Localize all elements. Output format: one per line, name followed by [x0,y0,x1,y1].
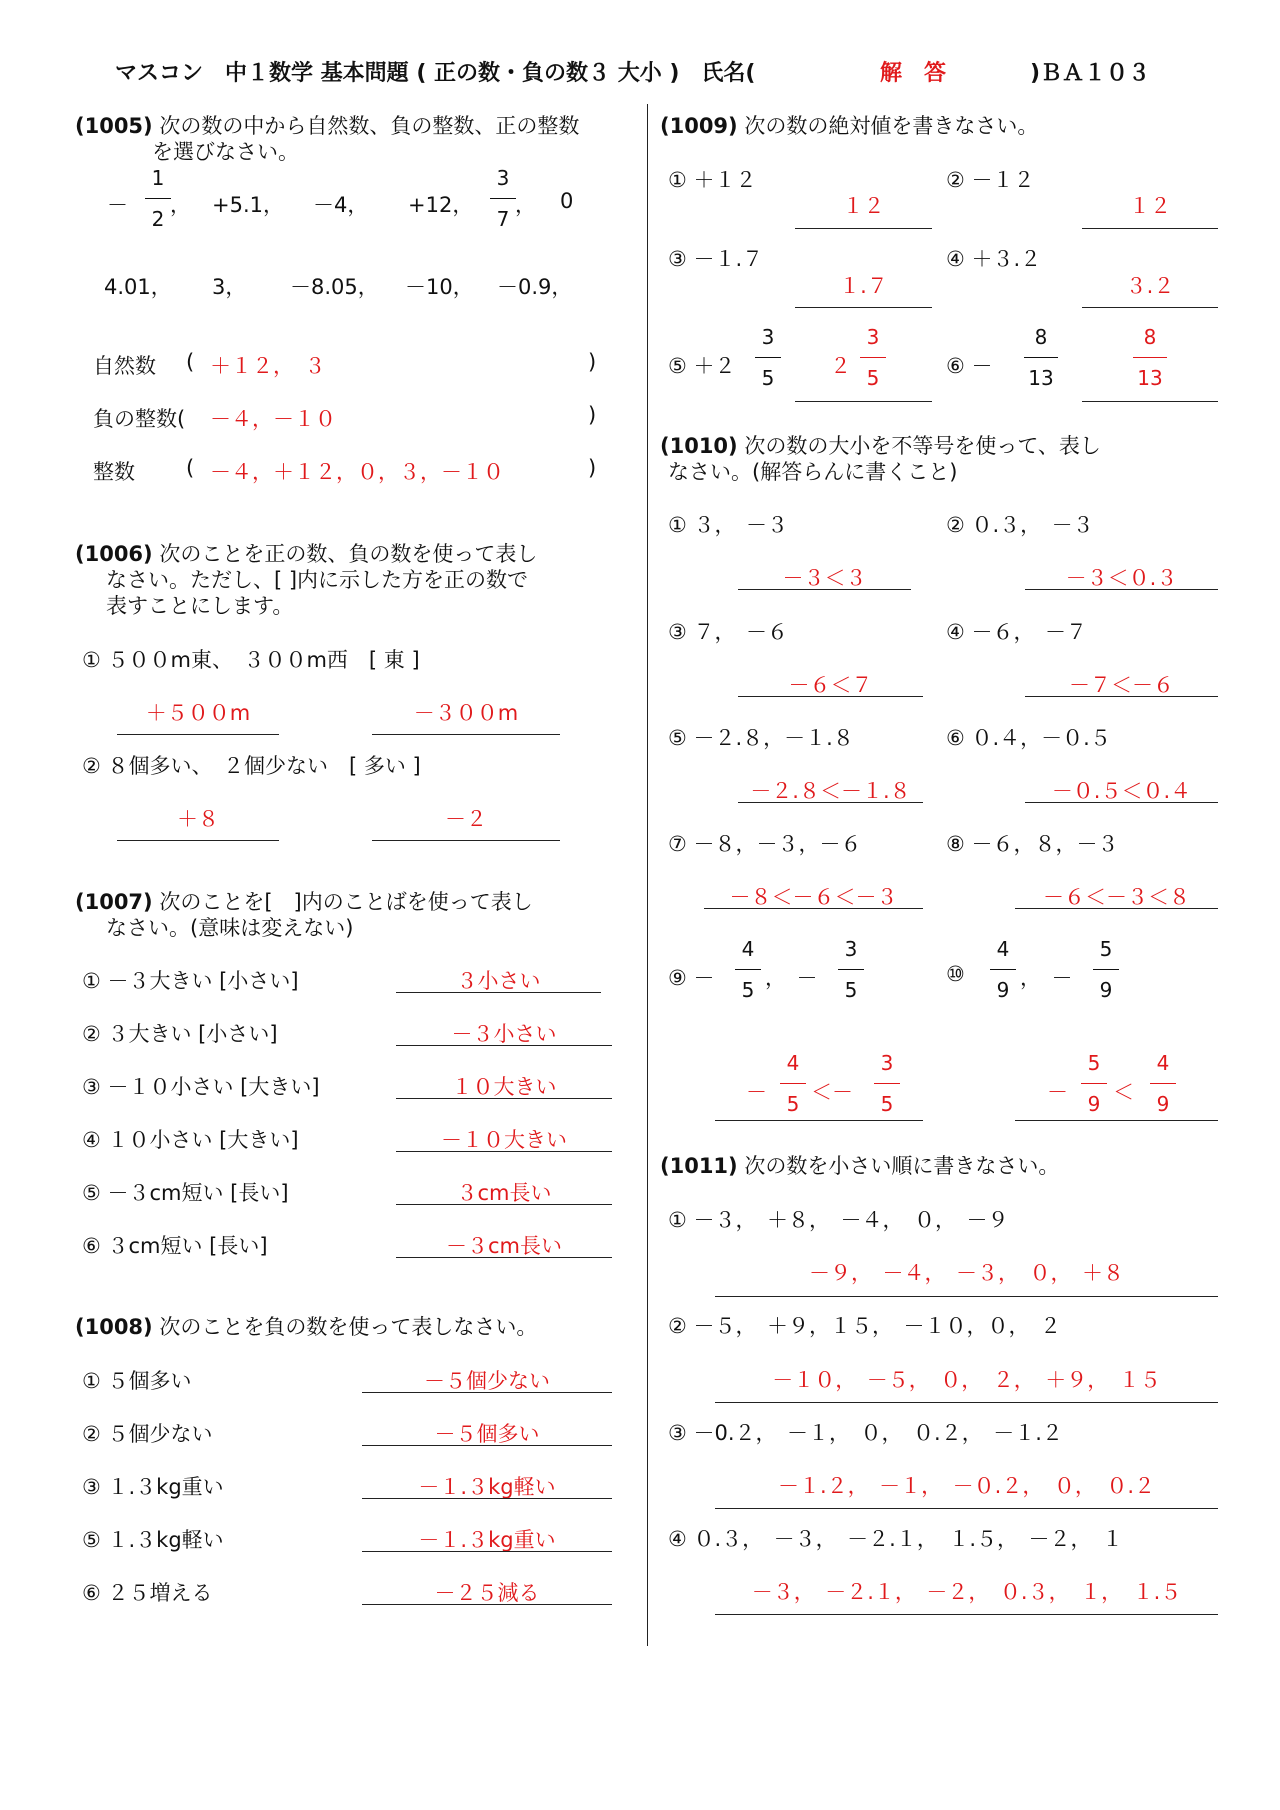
question-text: 表すことにします。 [106,594,294,618]
answer-line [1025,802,1218,803]
answer-line [715,1296,1218,1297]
question-text: 次のことを正の数、負の数を使って表し [159,542,538,566]
item-prompt: ③ －１０小さい [大きい] [82,1075,320,1099]
answer-label: 自然数 [93,354,156,378]
item-prompt: ② ０.３， －３ [946,513,1094,537]
item-prompt: ⑥ ２５増える [82,1581,213,1605]
answer-value: －３cm長い [445,1234,562,1258]
question-number: (1005) [75,114,153,138]
item-prompt: ② －１２ [946,168,1035,192]
answer-value: －６＜７ [788,673,873,697]
item-prompt: ⑨ － [668,966,715,990]
item-prompt: ⑥ ０.４，－０.５ [946,726,1111,750]
question-text: 次の数の絶対値を書きなさい。 [744,114,1039,138]
question-text: 次の数の中から自然数、負の整数、正の整数 [159,114,580,138]
answer-value: １.７ [839,274,888,298]
number-value: ， [515,193,536,217]
item-prompt: ① ３， －３ [668,513,789,537]
answer-line [372,734,560,735]
fraction: 1 2 [143,166,173,231]
answer-value: ３cm長い [456,1181,552,1205]
question-text: なさい。ただし、[ ]内に示した方を正の数で [106,568,529,592]
answer-line [1025,589,1218,590]
answer-value: －３＜３ [782,566,867,590]
fraction: 4 9 [988,937,1018,1002]
question-text: 次の数を小さい順に書きなさい。 [744,1154,1060,1178]
answer-line [372,840,560,841]
answer-line [795,307,932,308]
answer-line [396,1257,612,1258]
answer-line [396,1098,612,1099]
column-divider [647,104,648,1646]
question-text: 次のことを負の数を使って表しなさい。 [159,1315,538,1339]
fraction: 4 5 [733,937,763,1002]
answer-value: －３＜０.３ [1065,566,1178,590]
answer-line [1015,1120,1218,1121]
answer-value: － [1047,1080,1068,1104]
question-text: を選びなさい。 [152,140,299,164]
answer-value: ＋５００m [145,701,251,725]
answer-value: －１.３kg重い [418,1528,556,1552]
number-value: 0 [560,189,574,213]
answer-line [715,1508,1218,1509]
answer-label: 整数 [93,460,135,484]
item-prompt: ③ －１.７ [668,247,764,271]
answer-line [795,401,932,402]
answer-line [362,1604,612,1605]
answer-fraction: 3 5 [872,1051,902,1116]
fraction: 8 13 [1022,325,1060,390]
answer-value: ３.２ [1125,274,1175,298]
answer-line [704,908,923,909]
question-number: (1010) [660,434,738,458]
answer-label: 解 答 [880,61,947,86]
item-prompt: ② －５， ＋９，１５， －１０，０， ２ [668,1314,1061,1338]
worksheet-code: )ＢＡ１０３ [1030,61,1151,86]
answer-line [1082,228,1218,229]
answer-line [396,1151,612,1152]
answer-line [117,734,279,735]
answer-line [715,1614,1218,1615]
answer-value: ＜－ [811,1080,853,1104]
question-text: 次のことを[ ]内のことばを使って表し [159,890,533,914]
item-prompt: ③ －0.２， －１， ０， ０.２， －１.２ [668,1421,1063,1445]
answer-line [396,1045,612,1046]
answer-line [362,1445,612,1446]
page-title: マスコン 中１数学 基本問題 ( 正の数・負の数３ 大小 ) 氏名( [115,61,756,86]
answer-line [362,1551,612,1552]
answer-line [396,992,601,993]
number-value: +5.1， [212,193,284,217]
item-prompt: ⑥ ３cm短い [長い] [82,1234,268,1258]
answer-line [1082,401,1218,402]
fraction: 3 5 [753,325,783,390]
number-value: +12， [408,193,474,217]
item-prompt: ⑤ －３cm短い [長い] [82,1181,289,1205]
answer-label: 負の整数( [93,407,186,431]
answer-value: －３小さい [451,1022,557,1046]
answer-value: －２５減る [434,1581,540,1605]
fraction: 5 9 [1091,937,1121,1002]
answer-value: －９， －４， －３， ０， ＋８ [809,1261,1124,1285]
answer-value: －２.８＜－１.８ [750,779,911,803]
answer-value: －４，－１０ [210,407,336,431]
item-prompt: ② ５個少ない [82,1422,213,1446]
answer-value: －０.５＜０.４ [1051,779,1192,803]
item-prompt: ④ ０.３， －３， －２.１， １.５， －２， １ [668,1527,1124,1551]
answer-fraction: 4 9 [1148,1051,1178,1116]
number-value: －4， [313,193,369,217]
answer-fraction: 5 9 [1079,1051,1109,1116]
answer-line [715,1120,923,1121]
answer-value: －３， －２.１， －２， ０.３， １， １.５ [751,1580,1182,1604]
answer-value: －２ [445,807,487,831]
answer-value: １０大きい [451,1075,557,1099]
number-value: －10， [405,275,474,299]
answer-value: －１.２， －１， －０.２， ０， ０.２ [777,1474,1156,1498]
answer-line [117,840,279,841]
item-prompt: ⑦ －８，－３，－６ [668,832,862,856]
item-prompt: ⑩ [946,962,965,986]
question-number: (1009) [660,114,738,138]
item-prompt: ② ８個多い、 ２個少ない [ 多い ] [82,754,421,778]
answer-value: －４，＋１２，０，３，－１０ [210,460,504,484]
item-prompt: ⑤ ＋２ [668,354,736,378]
item-prompt: ① －３， ＋８， －４， ０， －９ [668,1208,1009,1232]
answer-value: ＜ [1113,1080,1134,1104]
number-value: 3， [212,275,247,299]
item-prompt: ④ １０小さい [大きい] [82,1128,299,1152]
item-prompt: ③ １.３kg重い [82,1475,224,1499]
question-number: (1006) [75,542,153,566]
item-prompt: ⑧ －６，８，－３ [946,832,1119,856]
item-prompt: ③ ７， －６ [668,620,789,644]
answer-value: －７＜－６ [1069,673,1174,697]
item-prompt: ⑤ －２.８，－１.８ [668,726,854,750]
answer-value: －１.３kg軽い [418,1475,556,1499]
answer-line [1082,307,1218,308]
item-prompt: ① ＋１２ [668,168,757,192]
answer-line [1015,908,1218,909]
question-number: (1007) [75,890,153,914]
answer-value: ２ [830,354,851,378]
question-number: (1011) [660,1154,738,1178]
answer-line [715,1402,1218,1403]
answer-line [1025,696,1218,697]
fraction: 3 7 [488,166,518,231]
answer-line [362,1498,612,1499]
item-prompt: ① ５００m東、 ３００m西 [ 東 ] [82,648,420,672]
number-value: 4.01， [104,275,172,299]
answer-line [738,696,923,697]
number-value: －8.05， [290,275,379,299]
answer-line [738,589,911,590]
number-value: －0.9， [497,275,573,299]
item-prompt: ② ３大きい [小さい] [82,1022,278,1046]
answer-fraction: 8 13 [1131,325,1169,390]
answer-value: １２ [842,194,885,218]
answer-value: －１０， －５， ０， ２， ＋９， １５ [772,1368,1161,1392]
question-text: 次の数の大小を不等号を使って、表し [744,434,1101,458]
question-number: (1008) [75,1315,153,1339]
answer-line [795,228,932,229]
answer-value: － [746,1080,767,1104]
question-text: なさい。(意味は変えない) [106,916,354,940]
answer-value: ＋８ [177,807,219,831]
answer-value: ＋１２， ３ [210,354,326,378]
answer-value: １２ [1129,194,1171,218]
item-prompt: ① ５個多い [82,1369,192,1393]
answer-value: －８＜－６＜－３ [729,885,898,909]
answer-line [738,802,923,803]
answer-fraction: 3 5 [858,325,888,390]
item-prompt: ④ ＋３.２ [946,247,1042,271]
item-prompt: ⑥ － [946,354,993,378]
number-value: ， [170,193,191,217]
item-prompt: ① －３大きい [小さい] [82,969,299,993]
item-prompt: ④ －６， －７ [946,620,1088,644]
answer-value: －５個少ない [424,1369,550,1393]
number-value: － [107,193,128,217]
answer-value: －５個多い [434,1422,540,1446]
answer-line [396,1204,612,1205]
answer-fraction: 4 5 [778,1051,808,1116]
question-text: なさい。(解答らんに書くこと) [668,460,958,484]
answer-line [362,1392,612,1393]
answer-value: －１０大きい [441,1128,567,1152]
item-prompt: ⑤ １.３kg軽い [82,1528,224,1552]
answer-value: －６＜－３＜８ [1043,885,1190,909]
answer-value: －３００m [413,701,519,725]
fraction: 3 5 [836,937,866,1002]
answer-value: ３小さい [456,969,541,993]
